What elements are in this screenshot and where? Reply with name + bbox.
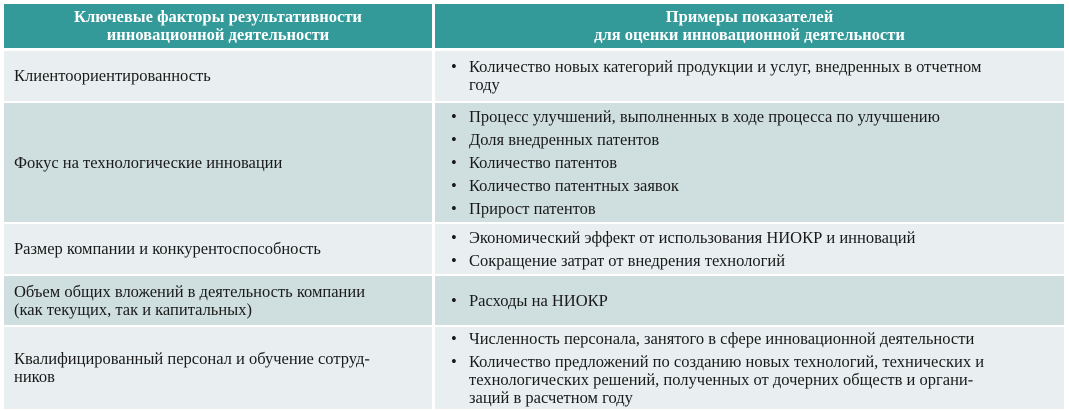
table-header-row	[4, 4, 1064, 51]
list-item: • Процесс улучшений, выполненных в ходе процесса по улучшению	[449, 108, 1054, 126]
table-row	[4, 103, 1064, 224]
header-factors: Ключевые факторы результативности инновационной деятельности	[4, 4, 432, 51]
indicators-cell	[432, 224, 1064, 276]
table-row	[4, 276, 1064, 327]
list-item: • Сокращение затрат от внедрения технологий	[449, 252, 1054, 270]
list-item: • Расходы на НИОКР	[449, 292, 1054, 310]
list-item: • Прирост патентов	[449, 200, 1054, 218]
factor-cell: Клиентоориентированность	[4, 51, 432, 103]
indicators-cell	[432, 51, 1064, 103]
list-item: • Численность персонала, занятого в сфере инновационной деятельности	[449, 330, 1054, 348]
indicators-cell	[432, 276, 1064, 327]
indicators-cell	[432, 327, 1064, 411]
table-row	[4, 51, 1064, 103]
list-item: • Количество патентов	[449, 154, 1054, 172]
list-item: • Количество новых категорий продукции и услуг, внедренных в отчетном году	[449, 58, 1054, 94]
list-item: • Доля внедренных патентов	[449, 131, 1054, 149]
indicators-cell	[432, 103, 1064, 224]
list-item: • Количество патентных заявок	[449, 177, 1054, 195]
header-indicators: Примеры показателей для оценки инновационной деятельности	[432, 4, 1064, 51]
list-item: • Количество предложений по созданию новых технологий, технических и технологических решений, полученных от дочерних обществ и органи- заций в расчетном году	[449, 353, 1054, 407]
factor-cell: Объем общих вложений в деятельность компании (как текущих, так и капитальных)	[4, 276, 432, 327]
kpi-table	[4, 4, 1064, 411]
factor-cell: Квалифицированный персонал и обучение сотруд- ников	[4, 327, 432, 411]
list-item: • Экономический эффект от использования НИОКР и инноваций	[449, 229, 1054, 247]
factor-cell: Размер компании и конкурентоспособность	[4, 224, 432, 276]
table-row	[4, 327, 1064, 411]
table-row	[4, 224, 1064, 276]
factor-cell: Фокус на технологические инновации	[4, 103, 432, 224]
